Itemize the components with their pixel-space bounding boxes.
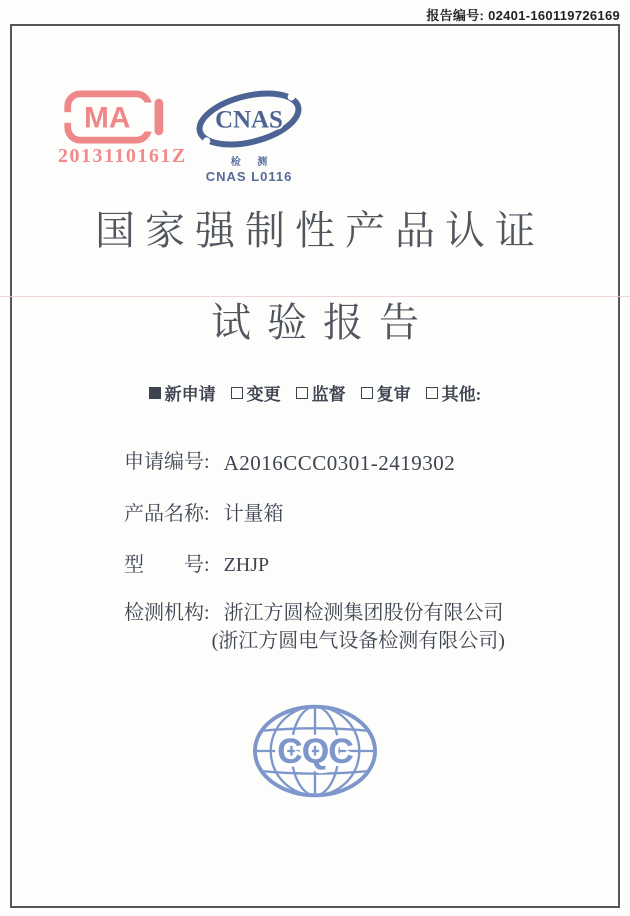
- cnas-subtitle: 检 测: [230, 157, 275, 168]
- field-testing-organization-label: 检测机构:: [124, 602, 210, 624]
- document-title-line2: 试验报告: [211, 300, 435, 345]
- cqc-globe-icon: [251, 702, 379, 800]
- cnas-lab-number: CNAS L0116: [205, 169, 293, 184]
- field-product-name-label: 产品名称:: [124, 503, 210, 525]
- scan-artifact-line: [0, 296, 630, 297]
- checkbox-change: [231, 380, 281, 405]
- checkbox-new-application: [149, 380, 216, 405]
- cma-logo-block: [58, 90, 187, 168]
- field-model: [124, 554, 269, 577]
- report-number: [426, 5, 620, 24]
- checkbox-new-application-box: [149, 387, 161, 399]
- document-title-line1: 国家强制性产品认证: [95, 208, 545, 253]
- field-product-name: [124, 503, 284, 526]
- field-testing-organization-value: [211, 602, 505, 653]
- checkbox-other-label: 其他:: [441, 385, 482, 404]
- checkbox-change-label: 变更: [246, 385, 281, 404]
- field-testing-organization: [124, 602, 505, 653]
- cqc-logo-block: [0, 702, 630, 800]
- cma-letters: MA: [84, 101, 131, 135]
- application-type-row: [0, 380, 630, 405]
- checkbox-other-box: [426, 387, 438, 399]
- report-number-value: 02401-160119726169: [488, 8, 620, 23]
- checkbox-review: [361, 380, 411, 405]
- field-application-number-label: 申请编号:: [124, 451, 210, 473]
- field-model-label: 型 号:: [124, 554, 210, 576]
- cnas-logo-block: [190, 84, 308, 184]
- field-model-value: ZHJP: [223, 554, 270, 576]
- checkbox-new-application-label: 新申请: [164, 385, 216, 404]
- report-number-label: 报告编号:: [426, 8, 485, 23]
- field-product-name-value: 计量箱: [223, 503, 284, 525]
- checkbox-supervision-label: 监督: [311, 385, 346, 404]
- cma-icon: [62, 90, 168, 144]
- testing-organization-line2: (浙江方圆电气设备检测有限公司): [211, 630, 505, 652]
- checkbox-change-box: [231, 387, 243, 399]
- checkbox-review-box: [361, 387, 373, 399]
- checkbox-other: [426, 380, 482, 405]
- checkbox-supervision: [296, 380, 346, 405]
- field-application-number: [124, 451, 455, 475]
- checkbox-supervision-box: [296, 387, 308, 399]
- checkbox-review-label: 复审: [376, 385, 411, 404]
- testing-organization-line1: 浙江方圆检测集团股份有限公司: [223, 602, 504, 624]
- cqc-letters: CQC: [277, 730, 353, 771]
- cnas-letters: CNAS: [215, 106, 283, 134]
- cma-accreditation-code: 2013110161Z: [58, 145, 187, 167]
- cnas-icon: [193, 84, 305, 154]
- field-application-number-value: A2016CCC0301-2419302: [223, 451, 456, 475]
